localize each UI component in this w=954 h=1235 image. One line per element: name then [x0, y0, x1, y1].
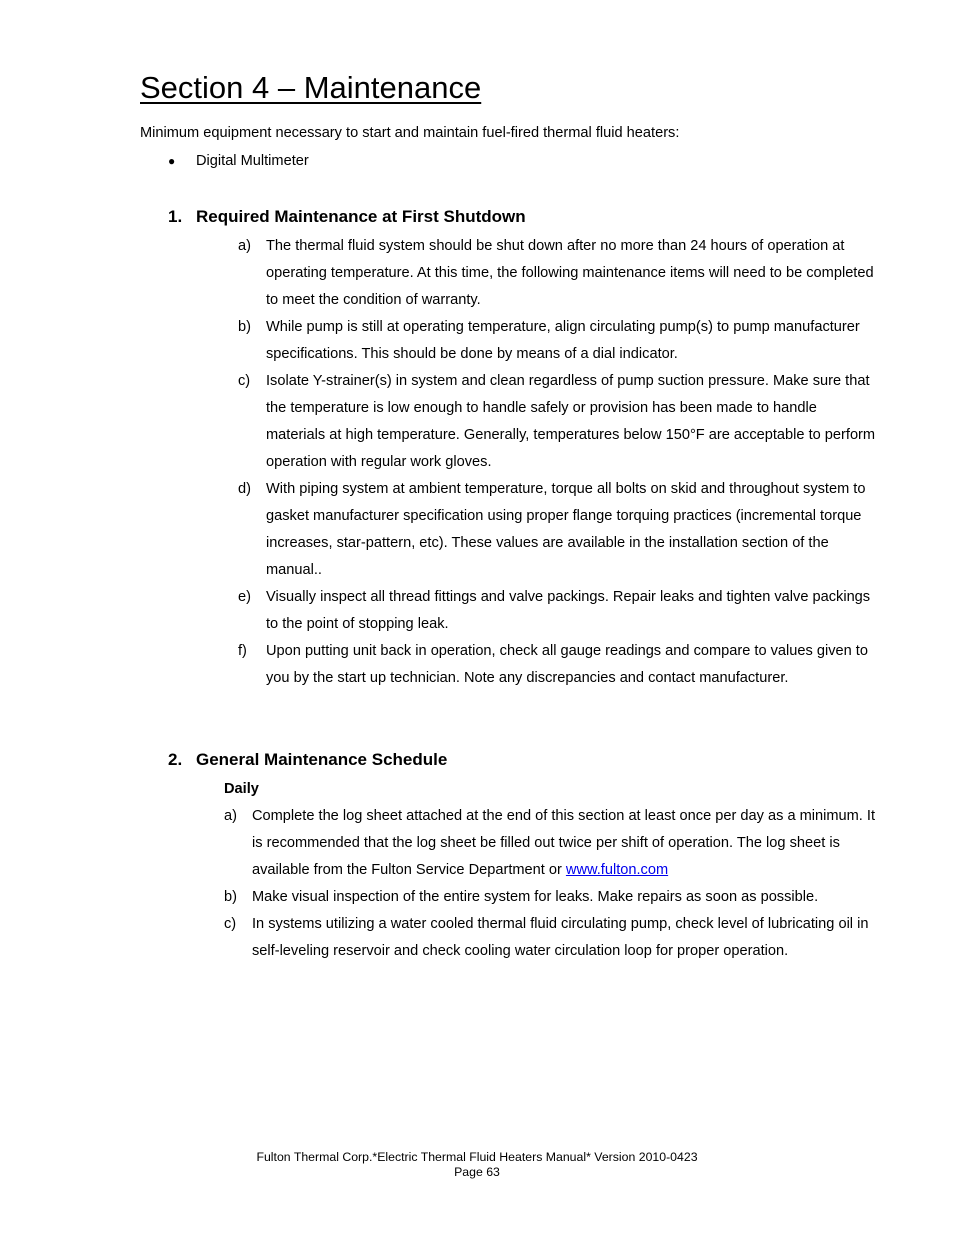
equipment-item: [168, 152, 309, 170]
list-item: [238, 314, 878, 368]
section-number: 2.: [168, 750, 183, 769]
list-item-text: Upon putting unit back in operation, check all gauge readings and compare to values given to you by the start up technician. Note any discrepancies and contact manufacturer.: [266, 643, 868, 686]
footer-page-number: Page 63: [454, 1165, 500, 1179]
first-shutdown-list: [238, 233, 878, 692]
section-heading-text: Required Maintenance at First Shutdown: [196, 207, 526, 226]
list-marker: f): [238, 643, 247, 659]
equipment-list: [168, 152, 309, 170]
list-marker: b): [224, 889, 237, 905]
fulton-website-link[interactable]: www.fulton.com: [565, 862, 669, 878]
list-item-text: The thermal fluid system should be shut down after no more than 24 hours of operation at operating temperature. At this time, the following maintenance items will need to be completed to meet the condition of warranty.: [266, 238, 874, 308]
equipment-item-label: Digital Multimeter: [196, 153, 309, 169]
list-marker: d): [238, 481, 251, 497]
bullet-icon: ●: [168, 154, 176, 168]
list-marker: c): [224, 916, 237, 932]
list-item: [238, 233, 878, 314]
section-heading-text: General Maintenance Schedule: [196, 750, 448, 769]
list-item: [238, 638, 878, 692]
list-item: [238, 584, 878, 638]
intro-text: Minimum equipment necessary to start and maintain fuel-fired thermal fluid heaters:: [140, 125, 680, 141]
list-item: [238, 476, 878, 584]
list-item-text: With piping system at ambient temperature, torque all bolts on skid and throughout system to gasket manufacturer specification using proper flange torquing practices (incremental torque increases, star-pattern, etc). These values are available in the installation section of the manual..: [266, 481, 866, 578]
list-item-text: While pump is still at operating temperature, align circulating pump(s) to pump manufacturer specifications. This should be done by means of a dial indicator.: [266, 319, 860, 362]
list-item-text: In systems utilizing a water cooled thermal fluid circulating pump, check level of lubricating oil in self-leveling reservoir and check cooling water circulation loop for proper operation.: [252, 916, 869, 959]
page-title: Section 4 – Maintenance: [140, 70, 482, 105]
list-item-text: Isolate Y-strainer(s) in system and clean regardless of pump suction pressure. Make sure that the temperature is low enough to handle safely or provision has been made to handle materials at high temperature. Generally, temperatures below 150°F are acceptable to perform operation with regular work gloves.: [266, 373, 876, 470]
section-heading-first-shutdown: [168, 206, 526, 228]
list-item: [224, 884, 876, 911]
list-marker: b): [238, 319, 251, 335]
list-marker: a): [238, 238, 251, 254]
section-number: 1.: [168, 207, 183, 226]
section-heading-maintenance-schedule: [168, 749, 447, 771]
list-item: [224, 803, 876, 884]
list-item-text: Make visual inspection of the entire system for leaks. Make repairs as soon as possible.: [252, 889, 819, 905]
list-marker: c): [238, 373, 251, 389]
list-item: [224, 911, 876, 965]
list-item: [238, 368, 878, 476]
daily-maintenance-list: [224, 803, 876, 965]
page-footer: [0, 1150, 954, 1180]
list-item-text: Visually inspect all thread fittings and valve packings. Repair leaks and tighten valve packings to the point of stopping leak.: [266, 589, 871, 632]
list-item-text: [252, 803, 876, 884]
list-item-text-body: Complete the log sheet attached at the end of this section at least once per day as a minimum. It is recommended that the log sheet be filled out twice per shift of operation. The log sheet is available from the Fulton Service Department or: [252, 808, 876, 878]
list-marker: a): [224, 808, 237, 824]
footer-manual-title: Fulton Thermal Corp.*Electric Thermal Fluid Heaters Manual* Version 2010-0423: [256, 1150, 698, 1164]
daily-subheading: Daily: [224, 781, 259, 797]
list-marker: e): [238, 589, 251, 605]
